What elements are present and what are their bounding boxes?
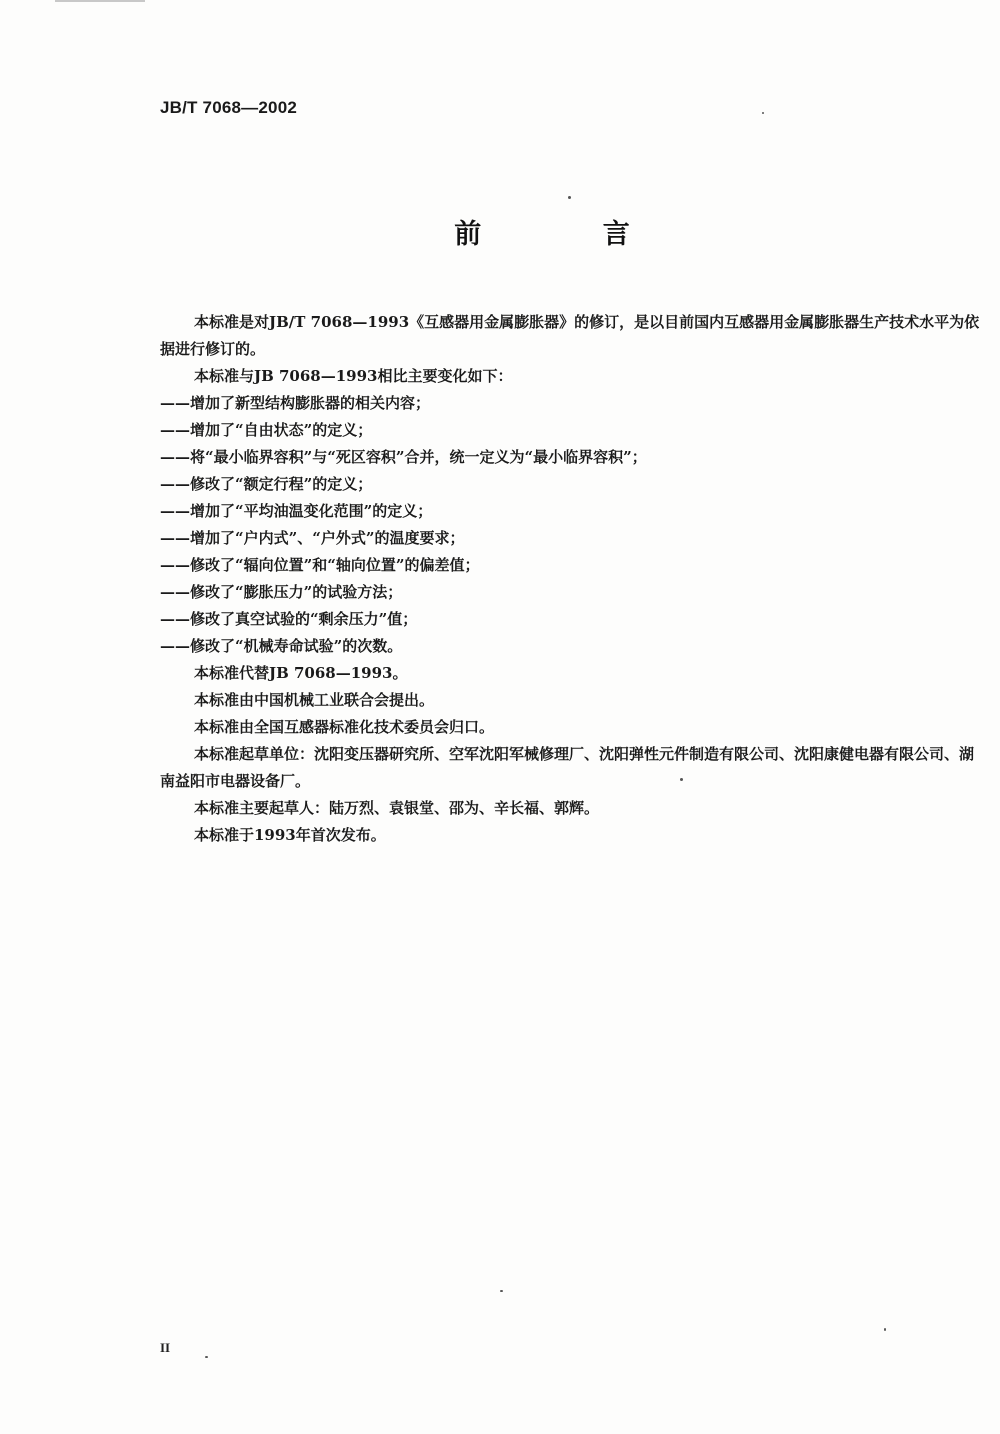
scan-speck: [762, 112, 764, 114]
change-list-item: ——修改了真空试验的“剩余压力”值；: [160, 610, 418, 628]
change-list-item: ——将“最小临界容积”与“死区容积”合并，统一定义为“最小临界容积”；: [160, 448, 647, 466]
scan-speck: [500, 1290, 503, 1292]
change-list-item: ——修改了“机械寿命试验”的次数。: [160, 637, 403, 655]
change-list-item: ——修改了“辐向位置”和“轴向位置”的偏差值；: [160, 556, 480, 574]
paragraph: 本标准与JB 7068—1993相比主要变化如下：: [194, 367, 513, 385]
paragraph: 本标准主要起草人：陆万烈、袁银堂、邵为、辛长福、郭辉。: [194, 799, 600, 817]
scan-speck: [568, 196, 571, 199]
paragraph: 本标准是对JB/T 7068—1993《互感器用金属膨胀器》的修订，是以目前国内互感器用金属膨胀器生产技术水平为依据进行修订的。: [160, 313, 980, 358]
page-title: 前 言: [454, 219, 686, 250]
paragraph: 本标准代替JB 7068—1993。: [194, 664, 408, 682]
paragraph: 本标准由中国机械工业联合会提出。: [194, 691, 435, 709]
change-list-item: ——增加了“自由状态”的定义；: [160, 421, 373, 439]
paragraph: 本标准由全国互感器标准化技术委员会归口。: [194, 718, 495, 736]
scan-speck: [680, 778, 683, 781]
standard-code: JB/T 7068—2002: [160, 98, 297, 117]
paragraph: 本标准起草单位：沈阳变压器研究所、空军沈阳军械修理厂、沈阳弹性元件制造有限公司、沈阳康健电器有限公司、湖南益阳市电器设备厂。: [160, 745, 975, 790]
change-list-item: ——增加了“平均油温变化范围”的定义；: [160, 502, 433, 520]
page-number: II: [160, 1340, 171, 1355]
change-list-item: ——修改了“额定行程”的定义；: [160, 475, 373, 493]
top-rule: [55, 0, 145, 2]
paragraph: 本标准于1993年首次发布。: [194, 826, 386, 844]
change-list-item: ——增加了新型结构膨胀器的相关内容；: [160, 394, 431, 412]
scan-speck: [884, 1328, 886, 1331]
change-list-item: ——增加了“户内式”、“户外式”的温度要求；: [160, 529, 465, 547]
change-list-item: ——修改了“膨胀压力”的试验方法；: [160, 583, 403, 601]
scan-speck: [205, 1356, 208, 1358]
document-body: [160, 309, 980, 849]
